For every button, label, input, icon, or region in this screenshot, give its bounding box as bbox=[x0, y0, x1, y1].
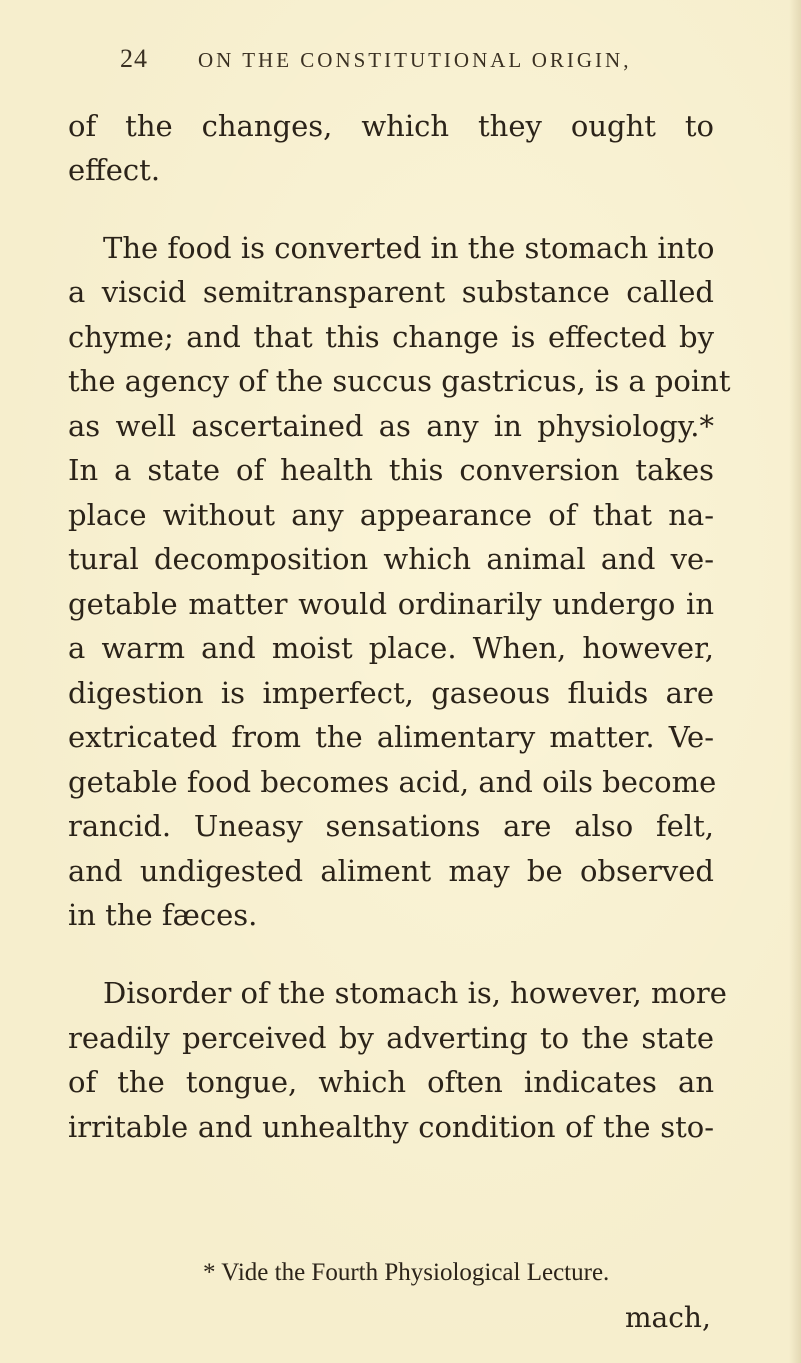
text-line: rancid. Uneasy sensations are also felt, bbox=[68, 809, 714, 843]
text-line: readily perceived by adverting to the state bbox=[68, 1021, 714, 1055]
text-line: as well ascertained as any in physiology.* bbox=[68, 409, 714, 443]
text-line: in the fæces. bbox=[68, 898, 258, 932]
catchword: mach, bbox=[625, 1301, 711, 1334]
text-line: The food is converted in the stomach into bbox=[103, 231, 715, 265]
text-line: place without any appearance of that na- bbox=[68, 498, 714, 532]
text-line: getable matter would ordinarily undergo in bbox=[68, 587, 714, 621]
text-line: digestion is imperfect, gaseous fluids are bbox=[68, 676, 714, 710]
footnote: * Vide the Fourth Physiological Lecture. bbox=[203, 1259, 610, 1286]
text-line: tural decomposition which animal and ve- bbox=[68, 542, 714, 576]
text-line: chyme; and that this change is effected by bbox=[68, 320, 714, 354]
text-line: the agency of the succus gastricus, is a point bbox=[68, 364, 731, 398]
running-head: ON THE CONSTITUTIONAL ORIGIN, bbox=[198, 48, 632, 72]
text-line: Disorder of the stomach is, however, more bbox=[103, 976, 727, 1010]
text-line: extricated from the alimentary matter. Ve- bbox=[68, 720, 714, 754]
text-line: a warm and moist place. When, however, bbox=[68, 631, 714, 665]
text-line: effect. bbox=[68, 153, 161, 187]
text-line: In a state of health this conversion takes bbox=[68, 453, 714, 487]
page-header bbox=[120, 44, 680, 84]
text-line: irritable and unhealthy condition of the sto- bbox=[68, 1110, 714, 1144]
page-edge-shadow bbox=[789, 0, 801, 1363]
text-line: of the tongue, which often indicates an bbox=[68, 1065, 714, 1099]
text-line: getable food becomes acid, and oils become bbox=[68, 765, 717, 799]
text-line: a viscid semitransparent substance called bbox=[68, 275, 714, 309]
text-line: of the changes, which they ought to bbox=[68, 109, 714, 143]
page-number: 24 bbox=[120, 44, 148, 73]
text-line: and undigested aliment may be observed bbox=[68, 854, 714, 888]
